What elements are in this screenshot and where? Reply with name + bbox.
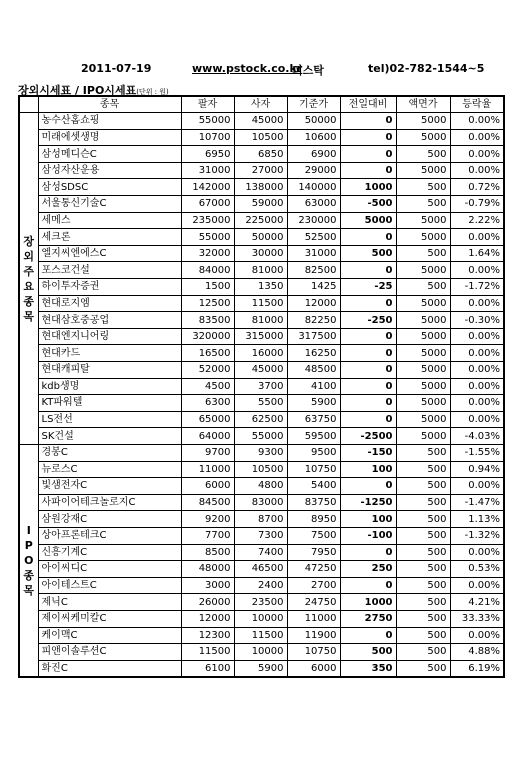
column-header: 전일대비 <box>340 96 396 113</box>
base-price-cell: 59500 <box>287 428 340 445</box>
stock-name-cell: 삼성자산운용 <box>38 162 181 179</box>
sell-price-cell: 320000 <box>181 328 234 345</box>
change-cell: 0 <box>340 146 396 163</box>
buy-price-cell: 11500 <box>234 295 287 312</box>
base-price-cell: 10750 <box>287 461 340 478</box>
stock-name-cell: 현대엔지니어링 <box>38 328 181 345</box>
date-text: 2011-07-19 <box>81 62 152 75</box>
table-row <box>19 660 504 677</box>
change-rate-cell: 4.21% <box>450 594 504 611</box>
sell-price-cell: 64000 <box>181 428 234 445</box>
buy-price-cell: 46500 <box>234 561 287 578</box>
change-cell: 1000 <box>340 594 396 611</box>
sell-price-cell: 11500 <box>181 644 234 661</box>
stock-name-cell: 빛샘전자C <box>38 478 181 495</box>
buy-price-cell: 315000 <box>234 328 287 345</box>
buy-price-cell: 62500 <box>234 411 287 428</box>
par-value-cell: 500 <box>396 494 450 511</box>
change-cell: 0 <box>340 229 396 246</box>
base-price-cell: 48500 <box>287 362 340 379</box>
par-value-cell: 500 <box>396 444 450 461</box>
stock-name-cell: 화진C <box>38 660 181 677</box>
buy-price-cell: 55000 <box>234 428 287 445</box>
buy-price-cell: 10500 <box>234 461 287 478</box>
par-value-cell: 500 <box>396 594 450 611</box>
buy-price-cell: 225000 <box>234 212 287 229</box>
change-rate-cell: 0.00% <box>450 113 504 130</box>
par-value-cell: 5000 <box>396 212 450 229</box>
base-price-cell: 16250 <box>287 345 340 362</box>
buy-price-cell: 2400 <box>234 577 287 594</box>
change-cell: 500 <box>340 644 396 661</box>
change-cell: -25 <box>340 279 396 296</box>
par-value-cell: 500 <box>396 146 450 163</box>
buy-price-cell: 59000 <box>234 196 287 213</box>
base-price-cell: 82500 <box>287 262 340 279</box>
sell-price-cell: 55000 <box>181 113 234 130</box>
par-value-cell: 5000 <box>396 362 450 379</box>
table-row <box>19 527 504 544</box>
base-price-cell: 5400 <box>287 478 340 495</box>
price-table <box>18 95 505 678</box>
stock-name-cell: 농수산홈쇼핑 <box>38 113 181 130</box>
sell-price-cell: 4500 <box>181 378 234 395</box>
column-header: 등락율 <box>450 96 504 113</box>
sell-price-cell: 6100 <box>181 660 234 677</box>
change-cell: 0 <box>340 362 396 379</box>
base-price-cell: 31000 <box>287 245 340 262</box>
par-value-cell: 500 <box>396 179 450 196</box>
change-rate-cell: -1.72% <box>450 279 504 296</box>
change-cell: 0 <box>340 262 396 279</box>
par-value-cell: 5000 <box>396 345 450 362</box>
change-rate-cell: 1.64% <box>450 245 504 262</box>
change-rate-cell: 0.00% <box>450 378 504 395</box>
table-row <box>19 295 504 312</box>
par-value-cell: 500 <box>396 245 450 262</box>
table-row <box>19 262 504 279</box>
base-price-cell: 10750 <box>287 644 340 661</box>
change-cell: 0 <box>340 411 396 428</box>
change-cell: -150 <box>340 444 396 461</box>
table-row <box>19 196 504 213</box>
table-row <box>19 162 504 179</box>
par-value-cell: 5000 <box>396 262 450 279</box>
base-price-cell: 2700 <box>287 577 340 594</box>
change-cell: -1250 <box>340 494 396 511</box>
stock-name-cell: 아이테스트C <box>38 577 181 594</box>
change-cell: 0 <box>340 113 396 130</box>
table-row <box>19 561 504 578</box>
sell-price-cell: 16500 <box>181 345 234 362</box>
sell-price-cell: 8500 <box>181 544 234 561</box>
corner-cell <box>19 96 38 113</box>
change-rate-cell: -0.30% <box>450 312 504 329</box>
buy-price-cell: 7300 <box>234 527 287 544</box>
section-label: 장 외 주 요 종 목 <box>19 113 38 445</box>
column-header: 팔자 <box>181 96 234 113</box>
buy-price-cell: 1350 <box>234 279 287 296</box>
change-rate-cell: 0.00% <box>450 345 504 362</box>
change-rate-cell: 1.13% <box>450 511 504 528</box>
stock-name-cell: 세크론 <box>38 229 181 246</box>
change-cell: 0 <box>340 129 396 146</box>
buy-price-cell: 5500 <box>234 395 287 412</box>
stock-name-cell: 피앤이솔루션C <box>38 644 181 661</box>
buy-price-cell: 23500 <box>234 594 287 611</box>
buy-price-cell: 45000 <box>234 362 287 379</box>
par-value-cell: 500 <box>396 279 450 296</box>
sell-price-cell: 6300 <box>181 395 234 412</box>
buy-price-cell: 9300 <box>234 444 287 461</box>
stock-name-cell: 삼성SDSC <box>38 179 181 196</box>
column-header: 액면가 <box>396 96 450 113</box>
change-rate-cell: 0.72% <box>450 179 504 196</box>
buy-price-cell: 6850 <box>234 146 287 163</box>
stock-name-cell: SK건설 <box>38 428 181 445</box>
base-price-cell: 12000 <box>287 295 340 312</box>
par-value-cell: 500 <box>396 627 450 644</box>
buy-price-cell: 138000 <box>234 179 287 196</box>
table-row <box>19 328 504 345</box>
buy-price-cell: 50000 <box>234 229 287 246</box>
sell-price-cell: 142000 <box>181 179 234 196</box>
table-row <box>19 494 504 511</box>
table-title-text: 장외시세표 / IPO시세표 <box>18 84 137 97</box>
change-rate-cell: -4.03% <box>450 428 504 445</box>
stock-name-cell: 삼성메디슨C <box>38 146 181 163</box>
sell-price-cell: 26000 <box>181 594 234 611</box>
header-row <box>19 96 504 113</box>
column-header: 사자 <box>234 96 287 113</box>
stock-name-cell: 현대삼호중공업 <box>38 312 181 329</box>
sell-price-cell: 1500 <box>181 279 234 296</box>
change-rate-cell: -1.32% <box>450 527 504 544</box>
change-cell: 100 <box>340 461 396 478</box>
buy-price-cell: 81000 <box>234 262 287 279</box>
base-price-cell: 7950 <box>287 544 340 561</box>
sell-price-cell: 32000 <box>181 245 234 262</box>
buy-price-cell: 4800 <box>234 478 287 495</box>
sell-price-cell: 9700 <box>181 444 234 461</box>
sell-price-cell: 9200 <box>181 511 234 528</box>
sell-price-cell: 65000 <box>181 411 234 428</box>
stock-name-cell: KT파워텔 <box>38 395 181 412</box>
table-row <box>19 444 504 461</box>
stock-name-cell: 현대로지엠 <box>38 295 181 312</box>
base-price-cell: 9500 <box>287 444 340 461</box>
table-row <box>19 627 504 644</box>
par-value-cell: 5000 <box>396 229 450 246</box>
table-row <box>19 577 504 594</box>
change-rate-cell: 4.88% <box>450 644 504 661</box>
change-cell: 250 <box>340 561 396 578</box>
change-rate-cell: 0.00% <box>450 328 504 345</box>
table-row <box>19 345 504 362</box>
change-rate-cell: 2.22% <box>450 212 504 229</box>
par-value-cell: 5000 <box>396 129 450 146</box>
base-price-cell: 83750 <box>287 494 340 511</box>
table-row <box>19 411 504 428</box>
change-rate-cell: 0.00% <box>450 229 504 246</box>
table-row <box>19 312 504 329</box>
change-rate-cell: -1.55% <box>450 444 504 461</box>
unit-note: (단위 : 원) <box>136 88 169 96</box>
base-price-cell: 11900 <box>287 627 340 644</box>
section-label: I P O 종 목 <box>19 444 38 676</box>
change-cell: 0 <box>340 162 396 179</box>
change-cell: 0 <box>340 328 396 345</box>
table-row <box>19 395 504 412</box>
change-cell: -500 <box>340 196 396 213</box>
par-value-cell: 5000 <box>396 378 450 395</box>
stock-name-cell: 제닉C <box>38 594 181 611</box>
table-row <box>19 378 504 395</box>
par-value-cell: 5000 <box>396 295 450 312</box>
base-price-cell: 6000 <box>287 660 340 677</box>
par-value-cell: 500 <box>396 196 450 213</box>
base-price-cell: 11000 <box>287 610 340 627</box>
stock-name-cell: 뉴로스C <box>38 461 181 478</box>
buy-price-cell: 5900 <box>234 660 287 677</box>
par-value-cell: 500 <box>396 478 450 495</box>
stock-name-cell: 하이투자증권 <box>38 279 181 296</box>
sell-price-cell: 3000 <box>181 577 234 594</box>
stock-name-cell: 경봉C <box>38 444 181 461</box>
par-value-cell: 500 <box>396 660 450 677</box>
buy-price-cell: 11500 <box>234 627 287 644</box>
change-rate-cell: 0.53% <box>450 561 504 578</box>
buy-price-cell: 3700 <box>234 378 287 395</box>
base-price-cell: 47250 <box>287 561 340 578</box>
table-row <box>19 644 504 661</box>
sell-price-cell: 31000 <box>181 162 234 179</box>
base-price-cell: 5900 <box>287 395 340 412</box>
table-row <box>19 179 504 196</box>
column-header: 종목 <box>38 96 181 113</box>
sell-price-cell: 7700 <box>181 527 234 544</box>
buy-price-cell: 45000 <box>234 113 287 130</box>
base-price-cell: 82250 <box>287 312 340 329</box>
change-rate-cell: -1.47% <box>450 494 504 511</box>
change-rate-cell: -0.79% <box>450 196 504 213</box>
base-price-cell: 4100 <box>287 378 340 395</box>
change-rate-cell: 0.00% <box>450 627 504 644</box>
table-row <box>19 146 504 163</box>
table-row <box>19 229 504 246</box>
sell-price-cell: 6000 <box>181 478 234 495</box>
sell-price-cell: 10700 <box>181 129 234 146</box>
change-rate-cell: 6.19% <box>450 660 504 677</box>
change-rate-cell: 0.00% <box>450 129 504 146</box>
buy-price-cell: 81000 <box>234 312 287 329</box>
base-price-cell: 7500 <box>287 527 340 544</box>
change-cell: -2500 <box>340 428 396 445</box>
table-row <box>19 428 504 445</box>
change-cell: 350 <box>340 660 396 677</box>
stock-name-cell: 상아프론테크C <box>38 527 181 544</box>
sell-price-cell: 235000 <box>181 212 234 229</box>
stock-name-cell: 제이씨케미칼C <box>38 610 181 627</box>
change-rate-cell: 0.00% <box>450 162 504 179</box>
table-row <box>19 461 504 478</box>
stock-name-cell: 포스코건설 <box>38 262 181 279</box>
change-cell: 0 <box>340 345 396 362</box>
company-name: 피스탁 <box>292 64 324 77</box>
column-header: 기준가 <box>287 96 340 113</box>
buy-price-cell: 30000 <box>234 245 287 262</box>
change-cell: 0 <box>340 627 396 644</box>
stock-name-cell: 현대카드 <box>38 345 181 362</box>
change-rate-cell: 33.33% <box>450 610 504 627</box>
change-cell: 100 <box>340 511 396 528</box>
change-rate-cell: 0.00% <box>450 295 504 312</box>
sell-price-cell: 48000 <box>181 561 234 578</box>
sell-price-cell: 84500 <box>181 494 234 511</box>
change-cell: -250 <box>340 312 396 329</box>
change-cell: 0 <box>340 295 396 312</box>
table-row <box>19 594 504 611</box>
base-price-cell: 1425 <box>287 279 340 296</box>
base-price-cell: 230000 <box>287 212 340 229</box>
table-row <box>19 610 504 627</box>
base-price-cell: 63000 <box>287 196 340 213</box>
page-header <box>0 62 520 78</box>
par-value-cell: 500 <box>396 577 450 594</box>
change-rate-cell: 0.00% <box>450 544 504 561</box>
stock-name-cell: 사파이어테크놀로지C <box>38 494 181 511</box>
par-value-cell: 500 <box>396 610 450 627</box>
base-price-cell: 8950 <box>287 511 340 528</box>
change-rate-cell: 0.00% <box>450 395 504 412</box>
table-row <box>19 245 504 262</box>
change-rate-cell: 0.00% <box>450 262 504 279</box>
base-price-cell: 52500 <box>287 229 340 246</box>
change-rate-cell: 0.00% <box>450 146 504 163</box>
stock-name-cell: 세메스 <box>38 212 181 229</box>
buy-price-cell: 27000 <box>234 162 287 179</box>
buy-price-cell: 83000 <box>234 494 287 511</box>
par-value-cell: 5000 <box>396 428 450 445</box>
change-rate-cell: 0.00% <box>450 411 504 428</box>
buy-price-cell: 8700 <box>234 511 287 528</box>
par-value-cell: 5000 <box>396 162 450 179</box>
base-price-cell: 10600 <box>287 129 340 146</box>
par-value-cell: 5000 <box>396 312 450 329</box>
sell-price-cell: 52000 <box>181 362 234 379</box>
base-price-cell: 24750 <box>287 594 340 611</box>
stock-name-cell: 삼원강재C <box>38 511 181 528</box>
sell-price-cell: 55000 <box>181 229 234 246</box>
change-rate-cell: 0.00% <box>450 478 504 495</box>
par-value-cell: 5000 <box>396 395 450 412</box>
par-value-cell: 500 <box>396 527 450 544</box>
base-price-cell: 317500 <box>287 328 340 345</box>
stock-name-cell: 신흥기계C <box>38 544 181 561</box>
change-rate-cell: 0.00% <box>450 577 504 594</box>
sell-price-cell: 12300 <box>181 627 234 644</box>
base-price-cell: 50000 <box>287 113 340 130</box>
base-price-cell: 29000 <box>287 162 340 179</box>
stock-name-cell: 케이맥C <box>38 627 181 644</box>
sell-price-cell: 6950 <box>181 146 234 163</box>
base-price-cell: 6900 <box>287 146 340 163</box>
par-value-cell: 500 <box>396 461 450 478</box>
table-row <box>19 362 504 379</box>
change-cell: 0 <box>340 378 396 395</box>
stock-name-cell: 현대캐피탈 <box>38 362 181 379</box>
stock-name-cell: LS전선 <box>38 411 181 428</box>
par-value-cell: 5000 <box>396 328 450 345</box>
change-cell: 0 <box>340 478 396 495</box>
par-value-cell: 500 <box>396 511 450 528</box>
table-row <box>19 544 504 561</box>
par-value-cell: 500 <box>396 644 450 661</box>
stock-name-cell: kdb생명 <box>38 378 181 395</box>
table-row <box>19 511 504 528</box>
stock-name-cell: 엘지씨엔에스C <box>38 245 181 262</box>
par-value-cell: 5000 <box>396 411 450 428</box>
table-row <box>19 478 504 495</box>
sell-price-cell: 67000 <box>181 196 234 213</box>
buy-price-cell: 10500 <box>234 129 287 146</box>
buy-price-cell: 7400 <box>234 544 287 561</box>
sell-price-cell: 11000 <box>181 461 234 478</box>
stock-name-cell: 미래에셋생명 <box>38 129 181 146</box>
table-row <box>19 129 504 146</box>
table-row <box>19 279 504 296</box>
table-row <box>19 212 504 229</box>
stock-name-cell: 서울통신기술C <box>38 196 181 213</box>
par-value-cell: 5000 <box>396 113 450 130</box>
buy-price-cell: 10000 <box>234 644 287 661</box>
sell-price-cell: 12000 <box>181 610 234 627</box>
stock-name-cell: 아이씨디C <box>38 561 181 578</box>
par-value-cell: 500 <box>396 561 450 578</box>
sell-price-cell: 12500 <box>181 295 234 312</box>
par-value-cell: 500 <box>396 544 450 561</box>
base-price-cell: 63750 <box>287 411 340 428</box>
change-cell: 0 <box>340 544 396 561</box>
buy-price-cell: 16000 <box>234 345 287 362</box>
buy-price-cell: 10000 <box>234 610 287 627</box>
change-cell: 1000 <box>340 179 396 196</box>
change-cell: 2750 <box>340 610 396 627</box>
change-cell: 5000 <box>340 212 396 229</box>
phone-number: tel)02-782-1544~5 <box>368 62 485 75</box>
table-body <box>19 113 504 677</box>
website-link[interactable]: www.pstock.co.kr <box>192 62 303 75</box>
change-cell: 0 <box>340 395 396 412</box>
table-row <box>19 113 504 130</box>
base-price-cell: 140000 <box>287 179 340 196</box>
change-rate-cell: 0.00% <box>450 362 504 379</box>
sell-price-cell: 83500 <box>181 312 234 329</box>
change-rate-cell: 0.94% <box>450 461 504 478</box>
change-cell: 500 <box>340 245 396 262</box>
change-cell: 0 <box>340 577 396 594</box>
sell-price-cell: 84000 <box>181 262 234 279</box>
change-cell: -100 <box>340 527 396 544</box>
